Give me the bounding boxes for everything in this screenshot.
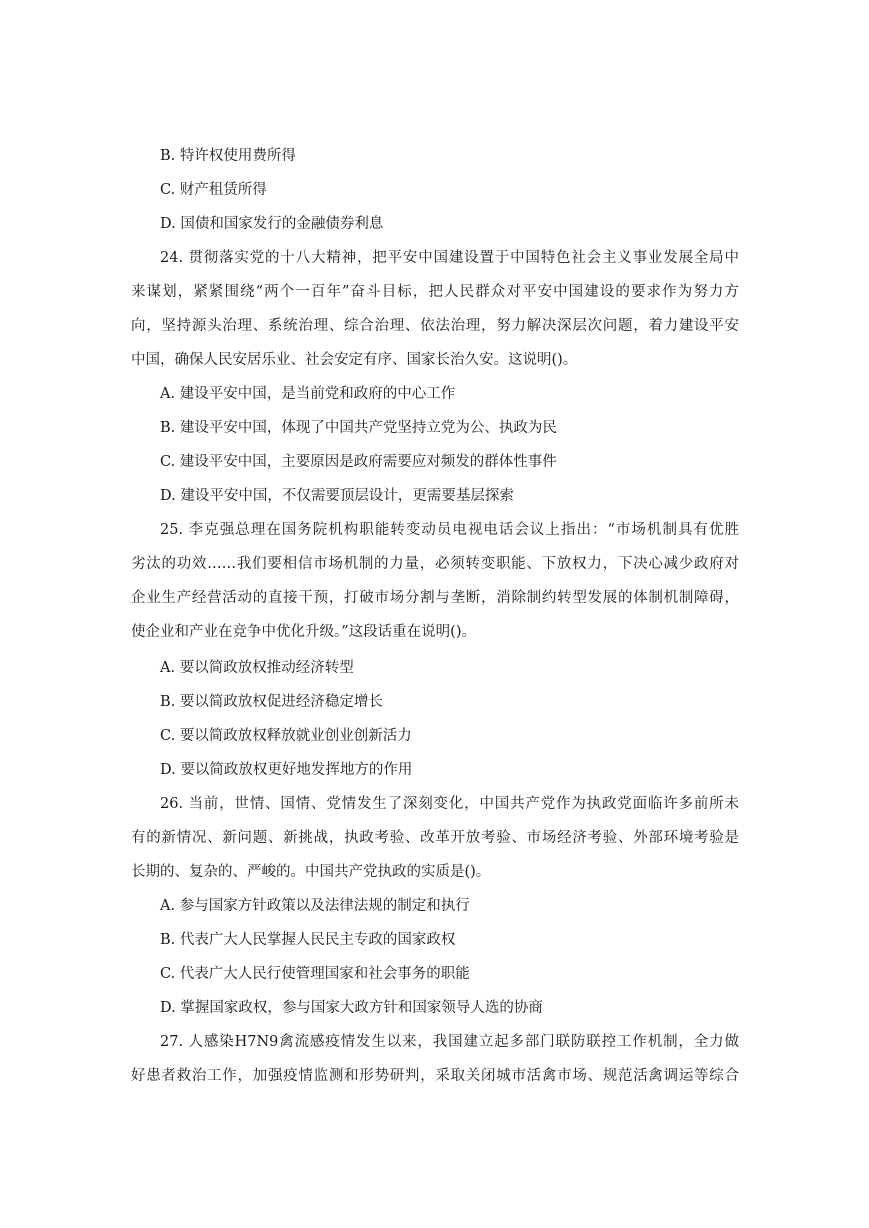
question-24-line-4: 中国，确保人民安居乐业、社会安定有序、国家长治久安。这说明()。 [131,352,578,368]
option-d-24: D. 建设平安中国，不仅需要顶层设计，更需要基层探索 [160,488,514,504]
option-b-24: B. 建设平安中国，体现了中国共产党坚持立党为公、执政为民 [160,420,557,436]
question-25-line-4: 使企业和产业在竞争中优化升级。”这段话重在说明()。 [131,624,476,640]
option-c-25: C. 要以简政放权释放就业创业创新活力 [160,728,412,744]
option-b-25: B. 要以简政放权促进经济稳定增长 [160,694,383,710]
option-c-24: C. 建设平安中国，主要原因是政府需要应对频发的群体性事件 [160,454,557,470]
question-24-line-2: 来谋划，紧紧围绕“两个一百年”奋斗目标，把人民群众对平安中国建设的要求作为努力方 [131,284,739,300]
question-24-line-3: 向，坚持源头治理、系统治理、综合治理、依法治理，努力解决深层次问题，着力建设平安 [131,318,739,334]
option-a-26: A. 参与国家方针政策以及法律法规的制定和执行 [160,898,470,914]
option-c-23: C. 财产租赁所得 [160,182,267,198]
option-a-25: A. 要以简政放权推动经济转型 [160,660,354,676]
question-27-line-1: 27. 人感染H7N9禽流感疫情发生以来，我国建立起多部门联防联控工作机制，全力做 [160,1034,739,1050]
question-25-line-2: 劣汰的功效……我们要相信市场机制的力量，必须转变职能、下放权力，下决心减少政府对 [131,556,739,572]
question-25-line-1: 25. 李克强总理在国务院机构职能转变动员电视电话会议上指出：“市场机制具有优胜 [160,522,739,538]
option-d-26: D. 掌握国家政权，参与国家大政方针和国家领导人选的协商 [160,1000,543,1016]
question-26-line-1: 26. 当前，世情、国情、党情发生了深刻变化，中国共产党作为执政党面临许多前所未 [160,796,739,812]
question-26-line-2: 有的新情况、新问题、新挑战，执政考验、改革开放考验、市场经济考验、外部环境考验是 [131,830,739,846]
option-d-23: D. 国债和国家发行的金融债券利息 [160,216,384,232]
option-b-26: B. 代表广大人民掌握人民民主专政的国家政权 [160,932,456,948]
question-26-line-3: 长期的、复杂的、严峻的。中国共产党执政的实质是()。 [131,864,491,880]
question-27-line-2: 好患者救治工作，加强疫情监测和形势研判，采取关闭城市活禽市场、规范活禽调运等综合 [131,1068,739,1084]
option-b-23: B. 特许权使用费所得 [160,148,296,164]
option-c-26: C. 代表广大人民行使管理国家和社会事务的职能 [160,966,470,982]
question-24-line-1: 24. 贯彻落实党的十八大精神，把平安中国建设置于中国特色社会主义事业发展全局中 [160,250,739,266]
option-a-24: A. 建设平安中国，是当前党和政府的中心工作 [160,386,456,402]
option-d-25: D. 要以简政放权更好地发挥地方的作用 [160,762,413,778]
question-25-line-3: 企业生产经营活动的直接干预，打破市场分割与垄断，消除制约转型发展的体制机制障碍， [131,590,739,606]
